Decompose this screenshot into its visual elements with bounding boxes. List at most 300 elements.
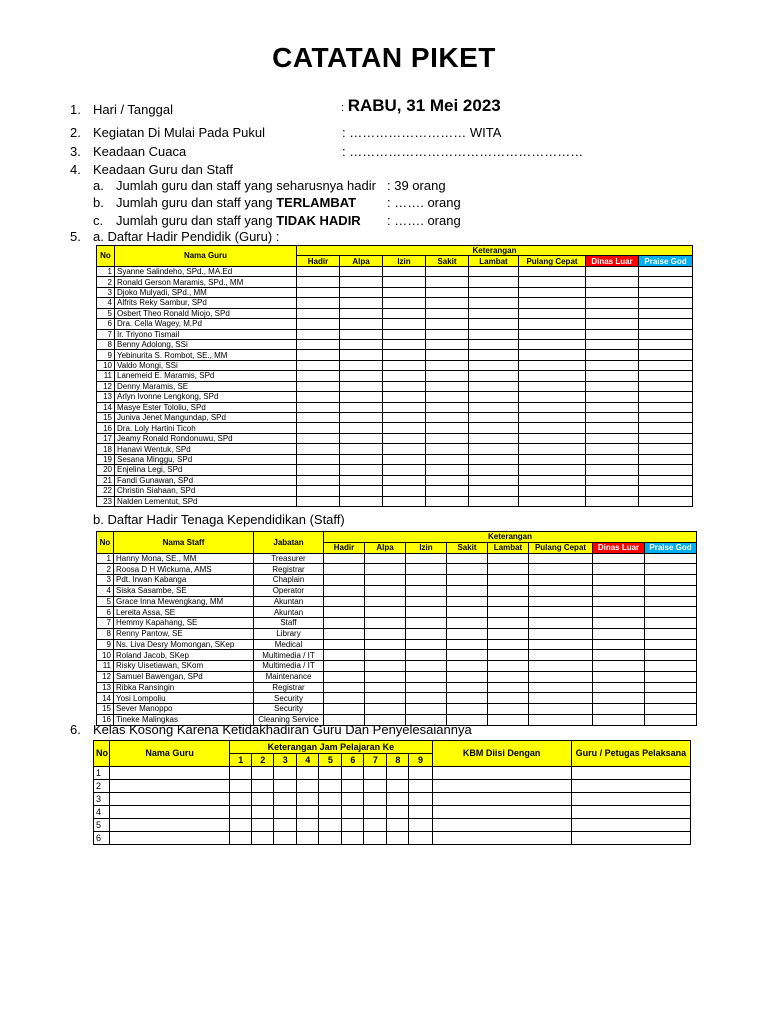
attendance-cell[interactable] <box>639 433 693 443</box>
attendance-cell[interactable] <box>365 639 406 650</box>
attendance-cell[interactable] <box>383 319 426 329</box>
attendance-cell[interactable] <box>488 671 529 682</box>
attendance-cell[interactable] <box>383 486 426 496</box>
entry-cell[interactable] <box>252 819 274 832</box>
attendance-cell[interactable] <box>586 392 639 402</box>
attendance-cell[interactable] <box>324 671 365 682</box>
attendance-cell[interactable] <box>519 360 586 370</box>
entry-cell[interactable] <box>364 793 387 806</box>
attendance-cell[interactable] <box>639 371 693 381</box>
attendance-cell[interactable] <box>340 277 383 287</box>
attendance-cell[interactable] <box>426 360 469 370</box>
attendance-cell[interactable] <box>529 564 593 575</box>
attendance-cell[interactable] <box>593 575 645 586</box>
attendance-cell[interactable] <box>447 575 488 586</box>
attendance-cell[interactable] <box>639 413 693 423</box>
attendance-cell[interactable] <box>406 650 447 661</box>
attendance-cell[interactable] <box>469 298 519 308</box>
attendance-cell[interactable] <box>340 319 383 329</box>
entry-cell[interactable] <box>274 832 297 845</box>
attendance-cell[interactable] <box>639 287 693 297</box>
attendance-cell[interactable] <box>297 339 340 349</box>
attendance-cell[interactable] <box>447 671 488 682</box>
attendance-cell[interactable] <box>586 277 639 287</box>
attendance-cell[interactable] <box>383 339 426 349</box>
attendance-cell[interactable] <box>639 350 693 360</box>
attendance-cell[interactable] <box>488 618 529 629</box>
entry-cell[interactable] <box>230 832 252 845</box>
attendance-cell[interactable] <box>447 553 488 564</box>
attendance-cell[interactable] <box>519 465 586 475</box>
attendance-cell[interactable] <box>639 402 693 412</box>
attendance-cell[interactable] <box>645 704 697 715</box>
entry-cell[interactable] <box>432 832 571 845</box>
attendance-cell[interactable] <box>639 454 693 464</box>
entry-cell[interactable] <box>387 806 409 819</box>
attendance-cell[interactable] <box>406 564 447 575</box>
entry-cell[interactable] <box>297 767 319 780</box>
entry-cell[interactable] <box>364 832 387 845</box>
entry-cell[interactable] <box>110 832 230 845</box>
attendance-cell[interactable] <box>488 607 529 618</box>
attendance-cell[interactable] <box>469 329 519 339</box>
attendance-cell[interactable] <box>447 618 488 629</box>
attendance-cell[interactable] <box>447 682 488 693</box>
attendance-cell[interactable] <box>340 308 383 318</box>
attendance-cell[interactable] <box>469 496 519 506</box>
entry-cell[interactable] <box>571 832 690 845</box>
attendance-cell[interactable] <box>586 486 639 496</box>
attendance-cell[interactable] <box>340 287 383 297</box>
attendance-cell[interactable] <box>645 650 697 661</box>
attendance-cell[interactable] <box>297 475 340 485</box>
attendance-cell[interactable] <box>297 496 340 506</box>
attendance-cell[interactable] <box>324 575 365 586</box>
attendance-cell[interactable] <box>529 671 593 682</box>
attendance-cell[interactable] <box>593 607 645 618</box>
attendance-cell[interactable] <box>519 486 586 496</box>
attendance-cell[interactable] <box>324 628 365 639</box>
attendance-cell[interactable] <box>469 360 519 370</box>
entry-cell[interactable] <box>432 780 571 793</box>
attendance-cell[interactable] <box>383 423 426 433</box>
attendance-cell[interactable] <box>488 596 529 607</box>
attendance-cell[interactable] <box>488 714 529 725</box>
attendance-cell[interactable] <box>324 639 365 650</box>
attendance-cell[interactable] <box>593 650 645 661</box>
attendance-cell[interactable] <box>426 496 469 506</box>
attendance-cell[interactable] <box>324 693 365 704</box>
attendance-cell[interactable] <box>426 486 469 496</box>
attendance-cell[interactable] <box>469 475 519 485</box>
attendance-cell[interactable] <box>426 339 469 349</box>
attendance-cell[interactable] <box>340 266 383 276</box>
attendance-cell[interactable] <box>340 350 383 360</box>
attendance-cell[interactable] <box>529 714 593 725</box>
entry-cell[interactable] <box>571 806 690 819</box>
entry-cell[interactable] <box>252 780 274 793</box>
entry-cell[interactable] <box>274 793 297 806</box>
attendance-cell[interactable] <box>529 693 593 704</box>
attendance-cell[interactable] <box>593 628 645 639</box>
attendance-cell[interactable] <box>586 329 639 339</box>
attendance-cell[interactable] <box>529 704 593 715</box>
attendance-cell[interactable] <box>488 585 529 596</box>
attendance-cell[interactable] <box>645 693 697 704</box>
entry-cell[interactable] <box>571 793 690 806</box>
attendance-cell[interactable] <box>519 496 586 506</box>
entry-cell[interactable] <box>432 767 571 780</box>
attendance-cell[interactable] <box>639 360 693 370</box>
attendance-cell[interactable] <box>365 628 406 639</box>
entry-cell[interactable] <box>387 819 409 832</box>
attendance-cell[interactable] <box>519 423 586 433</box>
attendance-cell[interactable] <box>340 475 383 485</box>
attendance-cell[interactable] <box>340 339 383 349</box>
attendance-cell[interactable] <box>586 298 639 308</box>
attendance-cell[interactable] <box>469 444 519 454</box>
entry-cell[interactable] <box>432 819 571 832</box>
attendance-cell[interactable] <box>586 371 639 381</box>
attendance-cell[interactable] <box>639 308 693 318</box>
attendance-cell[interactable] <box>383 402 426 412</box>
attendance-cell[interactable] <box>593 553 645 564</box>
entry-cell[interactable] <box>230 806 252 819</box>
attendance-cell[interactable] <box>529 682 593 693</box>
attendance-cell[interactable] <box>324 618 365 629</box>
attendance-cell[interactable] <box>406 575 447 586</box>
entry-cell[interactable] <box>110 806 230 819</box>
attendance-cell[interactable] <box>383 287 426 297</box>
attendance-cell[interactable] <box>586 350 639 360</box>
attendance-cell[interactable] <box>519 413 586 423</box>
attendance-cell[interactable] <box>426 413 469 423</box>
attendance-cell[interactable] <box>340 496 383 506</box>
attendance-cell[interactable] <box>426 475 469 485</box>
attendance-cell[interactable] <box>426 277 469 287</box>
attendance-cell[interactable] <box>426 402 469 412</box>
attendance-cell[interactable] <box>639 266 693 276</box>
attendance-cell[interactable] <box>488 553 529 564</box>
attendance-cell[interactable] <box>645 575 697 586</box>
attendance-cell[interactable] <box>488 650 529 661</box>
entry-cell[interactable] <box>364 806 387 819</box>
attendance-cell[interactable] <box>586 287 639 297</box>
attendance-cell[interactable] <box>324 682 365 693</box>
attendance-cell[interactable] <box>447 661 488 672</box>
attendance-cell[interactable] <box>297 319 340 329</box>
attendance-cell[interactable] <box>529 607 593 618</box>
entry-cell[interactable] <box>409 780 432 793</box>
attendance-cell[interactable] <box>645 639 697 650</box>
attendance-cell[interactable] <box>406 671 447 682</box>
entry-cell[interactable] <box>409 767 432 780</box>
attendance-cell[interactable] <box>340 444 383 454</box>
entry-cell[interactable] <box>110 780 230 793</box>
attendance-cell[interactable] <box>340 360 383 370</box>
attendance-cell[interactable] <box>639 475 693 485</box>
attendance-cell[interactable] <box>297 465 340 475</box>
entry-cell[interactable] <box>319 767 342 780</box>
attendance-cell[interactable] <box>297 308 340 318</box>
attendance-cell[interactable] <box>645 553 697 564</box>
attendance-cell[interactable] <box>529 553 593 564</box>
attendance-cell[interactable] <box>593 693 645 704</box>
attendance-cell[interactable] <box>365 596 406 607</box>
attendance-cell[interactable] <box>383 350 426 360</box>
attendance-cell[interactable] <box>383 465 426 475</box>
attendance-cell[interactable] <box>426 308 469 318</box>
attendance-cell[interactable] <box>586 360 639 370</box>
attendance-cell[interactable] <box>297 486 340 496</box>
attendance-cell[interactable] <box>529 628 593 639</box>
attendance-cell[interactable] <box>645 596 697 607</box>
attendance-cell[interactable] <box>519 371 586 381</box>
attendance-cell[interactable] <box>519 392 586 402</box>
attendance-cell[interactable] <box>297 266 340 276</box>
attendance-cell[interactable] <box>340 423 383 433</box>
attendance-cell[interactable] <box>426 266 469 276</box>
entry-cell[interactable] <box>297 819 319 832</box>
attendance-cell[interactable] <box>340 413 383 423</box>
attendance-cell[interactable] <box>593 564 645 575</box>
attendance-cell[interactable] <box>469 454 519 464</box>
attendance-cell[interactable] <box>488 639 529 650</box>
attendance-cell[interactable] <box>383 277 426 287</box>
attendance-cell[interactable] <box>519 454 586 464</box>
attendance-cell[interactable] <box>519 381 586 391</box>
attendance-cell[interactable] <box>447 628 488 639</box>
attendance-cell[interactable] <box>645 714 697 725</box>
entry-cell[interactable] <box>297 806 319 819</box>
entry-cell[interactable] <box>319 819 342 832</box>
entry-cell[interactable] <box>274 767 297 780</box>
attendance-cell[interactable] <box>297 350 340 360</box>
entry-cell[interactable] <box>319 806 342 819</box>
entry-cell[interactable] <box>387 767 409 780</box>
attendance-cell[interactable] <box>469 413 519 423</box>
entry-cell[interactable] <box>110 767 230 780</box>
attendance-cell[interactable] <box>383 371 426 381</box>
attendance-cell[interactable] <box>469 402 519 412</box>
attendance-cell[interactable] <box>340 371 383 381</box>
attendance-cell[interactable] <box>297 392 340 402</box>
attendance-cell[interactable] <box>469 381 519 391</box>
entry-cell[interactable] <box>297 793 319 806</box>
attendance-cell[interactable] <box>365 618 406 629</box>
attendance-cell[interactable] <box>529 639 593 650</box>
attendance-cell[interactable] <box>447 639 488 650</box>
attendance-cell[interactable] <box>593 682 645 693</box>
attendance-cell[interactable] <box>406 628 447 639</box>
attendance-cell[interactable] <box>488 575 529 586</box>
entry-cell[interactable] <box>319 780 342 793</box>
attendance-cell[interactable] <box>519 402 586 412</box>
attendance-cell[interactable] <box>639 319 693 329</box>
entry-cell[interactable] <box>409 793 432 806</box>
entry-cell[interactable] <box>297 780 319 793</box>
attendance-cell[interactable] <box>469 277 519 287</box>
entry-cell[interactable] <box>342 767 364 780</box>
attendance-cell[interactable] <box>406 682 447 693</box>
attendance-cell[interactable] <box>529 585 593 596</box>
attendance-cell[interactable] <box>519 287 586 297</box>
attendance-cell[interactable] <box>645 671 697 682</box>
attendance-cell[interactable] <box>639 298 693 308</box>
attendance-cell[interactable] <box>340 298 383 308</box>
attendance-cell[interactable] <box>426 444 469 454</box>
attendance-cell[interactable] <box>340 454 383 464</box>
attendance-cell[interactable] <box>297 423 340 433</box>
entry-cell[interactable] <box>230 780 252 793</box>
attendance-cell[interactable] <box>383 392 426 402</box>
attendance-cell[interactable] <box>639 329 693 339</box>
attendance-cell[interactable] <box>447 650 488 661</box>
attendance-cell[interactable] <box>447 564 488 575</box>
attendance-cell[interactable] <box>639 496 693 506</box>
attendance-cell[interactable] <box>593 585 645 596</box>
attendance-cell[interactable] <box>519 319 586 329</box>
entry-cell[interactable] <box>274 819 297 832</box>
attendance-cell[interactable] <box>340 433 383 443</box>
entry-cell[interactable] <box>230 819 252 832</box>
attendance-cell[interactable] <box>586 475 639 485</box>
entry-cell[interactable] <box>387 832 409 845</box>
attendance-cell[interactable] <box>593 661 645 672</box>
attendance-cell[interactable] <box>469 308 519 318</box>
entry-cell[interactable] <box>110 793 230 806</box>
entry-cell[interactable] <box>319 832 342 845</box>
entry-cell[interactable] <box>252 806 274 819</box>
attendance-cell[interactable] <box>297 413 340 423</box>
attendance-cell[interactable] <box>383 360 426 370</box>
attendance-cell[interactable] <box>586 266 639 276</box>
attendance-cell[interactable] <box>593 704 645 715</box>
attendance-cell[interactable] <box>645 585 697 596</box>
attendance-cell[interactable] <box>406 639 447 650</box>
entry-cell[interactable] <box>342 806 364 819</box>
attendance-cell[interactable] <box>586 433 639 443</box>
entry-cell[interactable] <box>110 819 230 832</box>
attendance-cell[interactable] <box>469 433 519 443</box>
attendance-cell[interactable] <box>639 465 693 475</box>
attendance-cell[interactable] <box>297 298 340 308</box>
attendance-cell[interactable] <box>383 381 426 391</box>
attendance-cell[interactable] <box>365 564 406 575</box>
entry-cell[interactable] <box>342 832 364 845</box>
attendance-cell[interactable] <box>593 671 645 682</box>
attendance-cell[interactable] <box>529 575 593 586</box>
attendance-cell[interactable] <box>324 596 365 607</box>
entry-cell[interactable] <box>432 793 571 806</box>
attendance-cell[interactable] <box>340 402 383 412</box>
attendance-cell[interactable] <box>365 575 406 586</box>
attendance-cell[interactable] <box>365 671 406 682</box>
attendance-cell[interactable] <box>383 475 426 485</box>
entry-cell[interactable] <box>409 832 432 845</box>
attendance-cell[interactable] <box>383 433 426 443</box>
attendance-cell[interactable] <box>645 564 697 575</box>
attendance-cell[interactable] <box>426 392 469 402</box>
attendance-cell[interactable] <box>324 704 365 715</box>
attendance-cell[interactable] <box>426 371 469 381</box>
attendance-cell[interactable] <box>586 496 639 506</box>
attendance-cell[interactable] <box>365 682 406 693</box>
attendance-cell[interactable] <box>324 564 365 575</box>
attendance-cell[interactable] <box>645 661 697 672</box>
attendance-cell[interactable] <box>406 553 447 564</box>
entry-cell[interactable] <box>387 780 409 793</box>
attendance-cell[interactable] <box>297 277 340 287</box>
attendance-cell[interactable] <box>593 714 645 725</box>
attendance-cell[interactable] <box>297 454 340 464</box>
attendance-cell[interactable] <box>639 277 693 287</box>
attendance-cell[interactable] <box>469 350 519 360</box>
attendance-cell[interactable] <box>340 465 383 475</box>
attendance-cell[interactable] <box>297 381 340 391</box>
attendance-cell[interactable] <box>488 704 529 715</box>
attendance-cell[interactable] <box>519 329 586 339</box>
entry-cell[interactable] <box>342 793 364 806</box>
entry-cell[interactable] <box>409 819 432 832</box>
attendance-cell[interactable] <box>639 444 693 454</box>
attendance-cell[interactable] <box>529 661 593 672</box>
attendance-cell[interactable] <box>383 308 426 318</box>
entry-cell[interactable] <box>387 793 409 806</box>
attendance-cell[interactable] <box>519 266 586 276</box>
entry-cell[interactable] <box>432 806 571 819</box>
attendance-cell[interactable] <box>645 607 697 618</box>
attendance-cell[interactable] <box>340 329 383 339</box>
attendance-cell[interactable] <box>297 433 340 443</box>
attendance-cell[interactable] <box>645 682 697 693</box>
attendance-cell[interactable] <box>529 596 593 607</box>
entry-cell[interactable] <box>319 793 342 806</box>
attendance-cell[interactable] <box>519 277 586 287</box>
attendance-cell[interactable] <box>447 704 488 715</box>
attendance-cell[interactable] <box>297 360 340 370</box>
attendance-cell[interactable] <box>488 628 529 639</box>
attendance-cell[interactable] <box>426 423 469 433</box>
attendance-cell[interactable] <box>593 639 645 650</box>
attendance-cell[interactable] <box>426 454 469 464</box>
attendance-cell[interactable] <box>645 628 697 639</box>
attendance-cell[interactable] <box>447 596 488 607</box>
attendance-cell[interactable] <box>586 444 639 454</box>
attendance-cell[interactable] <box>406 596 447 607</box>
entry-cell[interactable] <box>409 806 432 819</box>
entry-cell[interactable] <box>252 767 274 780</box>
entry-cell[interactable] <box>342 780 364 793</box>
attendance-cell[interactable] <box>469 339 519 349</box>
attendance-cell[interactable] <box>519 298 586 308</box>
attendance-cell[interactable] <box>586 465 639 475</box>
attendance-cell[interactable] <box>469 465 519 475</box>
attendance-cell[interactable] <box>383 444 426 454</box>
attendance-cell[interactable] <box>586 381 639 391</box>
attendance-cell[interactable] <box>645 618 697 629</box>
attendance-cell[interactable] <box>447 693 488 704</box>
attendance-cell[interactable] <box>426 298 469 308</box>
attendance-cell[interactable] <box>519 350 586 360</box>
attendance-cell[interactable] <box>365 704 406 715</box>
attendance-cell[interactable] <box>529 650 593 661</box>
attendance-cell[interactable] <box>426 381 469 391</box>
attendance-cell[interactable] <box>519 308 586 318</box>
attendance-cell[interactable] <box>324 553 365 564</box>
attendance-cell[interactable] <box>639 392 693 402</box>
attendance-cell[interactable] <box>324 661 365 672</box>
